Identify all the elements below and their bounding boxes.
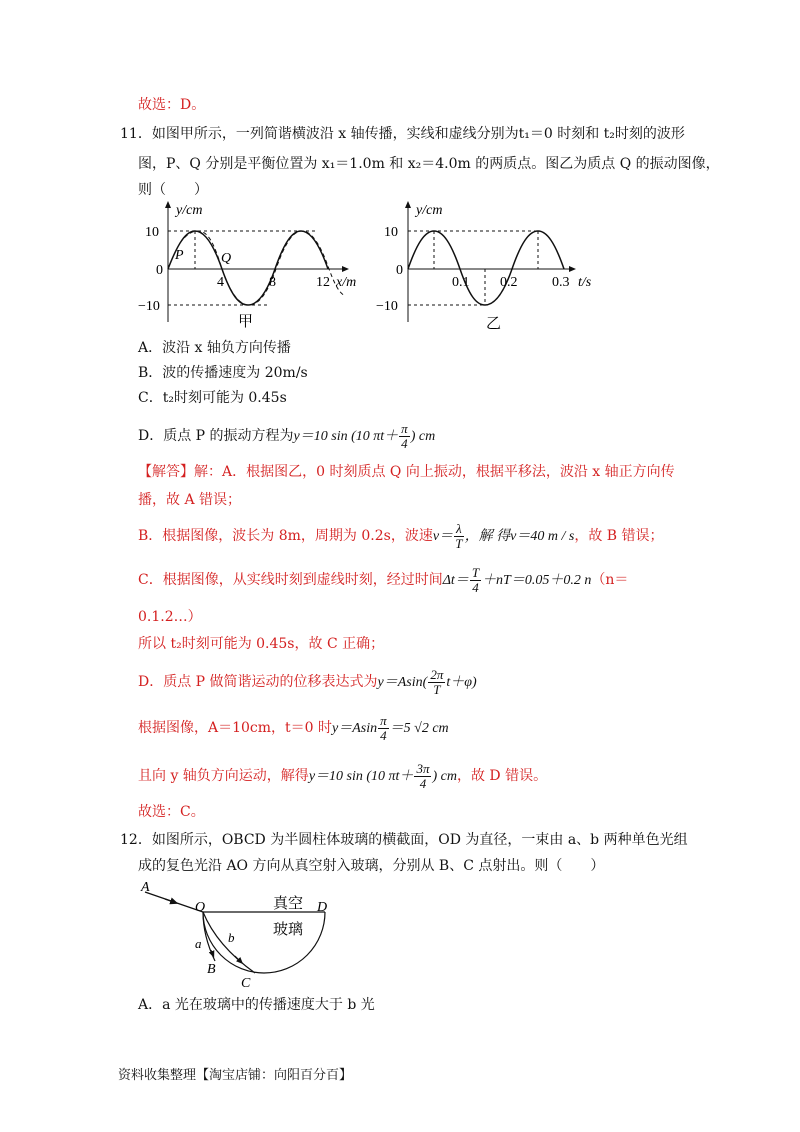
option-D-fraction: $\frac{\pi}{4}$ [401, 420, 408, 451]
q11-stem-line3: 则（ ） [138, 182, 208, 198]
solution-D3-eq-a: y＝10 sin (10 πt＋ [308, 769, 414, 784]
label-D: D [317, 900, 328, 915]
solution-D [138, 662, 477, 703]
y-tick-10: 10 [145, 225, 159, 240]
y-tick-0: 0 [156, 263, 163, 278]
q11-option-C: C．t₂时刻可能为 0.45s [138, 390, 287, 406]
solution-D-fraction: $\frac{2\pi}{T}$ [430, 666, 444, 697]
solution-D-prefix: D．质点 P 做简谐运动的位移表达式为 [138, 674, 378, 690]
previous-answer: 故选：D。 [138, 97, 206, 113]
y-tick-10: 10 [384, 225, 398, 240]
solution-D3 [138, 756, 547, 797]
q11-option-A: A．波沿 x 轴负方向传播 [138, 340, 291, 356]
figure-glass-semicircle [135, 876, 350, 991]
solution-D2-eq-a: y＝Asin [332, 721, 378, 736]
solution-line1: 【解答】解：A．根据图乙，0 时刻质点 Q 向上振动，根据平移法，波沿 x 轴正方向传 [138, 464, 675, 480]
label-O: O [195, 900, 206, 915]
dashed-waveform [180, 231, 345, 305]
option-D-eq-b: ) cm [410, 429, 436, 444]
x-axis-label: x/m [336, 275, 357, 290]
solution-C-prefix: C．根据图像，从实线时刻到虚线时刻，经过时间 [138, 572, 443, 588]
solution-D2-fraction: $\frac{\pi}{4}$ [380, 712, 387, 743]
x-tick-8: 8 [269, 275, 276, 290]
solution-B-fraction: $\frac{\lambda}{T}$ [455, 520, 463, 551]
y-tick-minus10: −10 [138, 299, 160, 314]
solution-D2-prefix: 根据图像，A＝10cm，t＝0 时 [138, 720, 333, 736]
label-a: a [195, 936, 202, 951]
solution-D-eq-a: y＝Asin( [377, 675, 428, 690]
label-A: A [141, 880, 150, 895]
q12-stem-line2: 成的复色光沿 AO 方向从真空射入玻璃，分别从 B、C 点射出。则（ ） [138, 858, 605, 874]
t-axis-label: t/s [578, 275, 592, 290]
solution-B [138, 516, 664, 557]
option-D-eq-a: y＝10 sin (10 πt＋ [293, 429, 399, 444]
caption-yi: 乙 [486, 316, 502, 332]
ray-a [203, 912, 215, 961]
q11-stem-line1: 11．如图甲所示，一列简谐横波沿 x 轴传播，实线和虚线分别为t₁＝0 时刻和 t₂时刻的波形 [120, 126, 685, 142]
y-tick-0: 0 [396, 263, 403, 278]
solution-C-suffix: （n＝ [591, 572, 629, 588]
solution-B-eq-b: ，解 得v＝40 m / s [464, 529, 575, 544]
figure-yi-vibration-graph [370, 198, 610, 338]
solution-D3-eq-b: ) cm [432, 769, 457, 784]
caption-jia: 甲 [238, 314, 254, 330]
q11-stem-line2: 图，P、Q 分别是平衡位置为 x₁＝1.0m 和 x₂＝4.0m 的两质点。图乙为质点 Q 的振动图像， [138, 156, 720, 172]
option-D-prefix: D．质点 P 的振动方程为 [138, 428, 294, 444]
solution-C [138, 560, 628, 601]
solution-line2: 播，故 A 错误； [138, 492, 242, 508]
q12-stem-line1: 12．如图所示，OBCD 为半圆柱体玻璃的横截面，OD 为直径，一束由 a、b 两种单色光组 [120, 832, 688, 848]
solution-D3-fraction: $\frac{3\pi}{4}$ [416, 760, 430, 791]
solution-D-eq-b: t＋φ) [446, 675, 477, 690]
solution-B-prefix: B．根据图像，波长为 8m，周期为 0.2s，波速 [138, 528, 433, 544]
q12-option-A: A．a 光在玻璃中的传播速度大于 b 光 [138, 997, 375, 1013]
y-tick-minus10: −10 [376, 299, 398, 314]
label-B: B [207, 962, 216, 977]
solution-C-eq-a: Δt＝ [442, 573, 469, 588]
solution-D2 [138, 708, 449, 749]
x-tick-12: 12 [316, 275, 330, 290]
solid-waveform [168, 231, 328, 305]
label-P: P [175, 248, 184, 263]
t-tick-0.3: 0.3 [552, 275, 570, 290]
q11-answer: 故选：C。 [138, 804, 205, 820]
solution-C-eq-b: ＋nT＝0.05＋0.2 n [482, 573, 592, 588]
y-axis-label: y/cm [416, 203, 443, 218]
label-b: b [228, 930, 235, 945]
vibration-curve [408, 231, 564, 305]
q11-option-D [138, 418, 435, 455]
solution-D3-suffix: ，故 D 错误。 [456, 768, 548, 784]
solution-D3-prefix: 且向 y 轴负方向运动，解得 [138, 768, 309, 784]
solution-C-line3: 所以 t₂时刻可能为 0.45s，故 C 正确； [138, 636, 385, 652]
label-C: C [241, 976, 251, 991]
label-glass: 玻璃 [273, 922, 304, 938]
solution-C-line2: 0.1.2…） [138, 609, 202, 625]
figure-jia-wave-graph [138, 198, 357, 338]
q11-option-B: B．波的传播速度为 20m/s [138, 365, 308, 381]
solution-D2-eq-b: ＝5 √2 cm [389, 721, 449, 736]
label-vacuum: 真空 [273, 896, 304, 912]
t-tick-0.1: 0.1 [452, 275, 470, 290]
solution-B-eq-a: v＝ [432, 529, 454, 544]
x-tick-4: 4 [217, 275, 224, 290]
solution-B-suffix: ，故 B 错误； [574, 528, 664, 544]
label-Q: Q [221, 251, 232, 266]
solution-C-fraction: $\frac{T}{4}$ [471, 564, 480, 595]
t-tick-0.2: 0.2 [500, 275, 518, 290]
y-axis-label: y/cm [176, 203, 203, 218]
page-footer: 资料收集整理【淘宝店铺：向阳百分百】 [118, 1068, 353, 1083]
